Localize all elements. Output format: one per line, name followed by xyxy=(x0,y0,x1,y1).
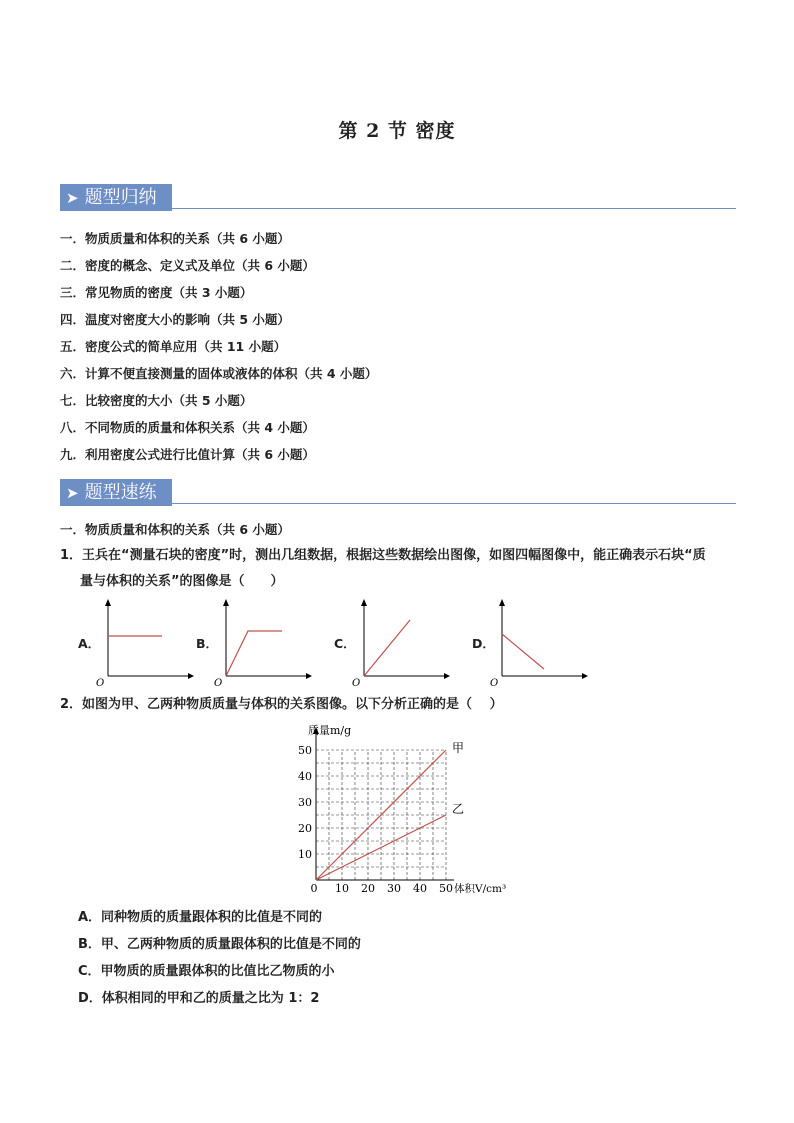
graph-proportional xyxy=(350,598,450,689)
toc-item-1: 一．物质质量和体积的关系（共 6 小题） xyxy=(60,231,290,246)
section-header-summary xyxy=(60,184,736,214)
y-tick-label: 20 xyxy=(298,822,312,835)
series-label-2: 乙 xyxy=(452,802,465,816)
choice-a[interactable]: A．同种物质的质量跟体积的比值是不同的 xyxy=(78,910,323,925)
option-d[interactable] xyxy=(472,598,592,689)
y-tick-label: 30 xyxy=(298,796,312,809)
y-tick-label: 40 xyxy=(298,770,312,783)
x-axis-label: 体积V/cm³ xyxy=(454,883,507,895)
question-1-options xyxy=(78,598,598,689)
question-2-stem: 2．如图为甲、乙两种物质质量与体积的关系图像。以下分析正确的是（ ） xyxy=(60,697,503,712)
option-label: B． xyxy=(196,636,219,651)
toc-item-3: 三．常见物质的密度（共 3 小题） xyxy=(60,285,253,300)
toc-item-4: 四．温度对密度大小的影响（共 5 小题） xyxy=(60,312,290,327)
toc-item-9: 九．利用密度公式进行比值计算（共 6 小题） xyxy=(60,447,315,462)
x-tick-label: 30 xyxy=(387,882,401,895)
sub-heading: 一．物质质量和体积的关系（共 6 小题） xyxy=(60,522,290,537)
section-header-practice xyxy=(60,479,736,509)
y-tick-label: 10 xyxy=(298,848,312,861)
toc-item-5: 五．密度公式的简单应用（共 11 小题） xyxy=(60,339,287,354)
option-c[interactable] xyxy=(334,598,454,689)
divider xyxy=(172,208,736,209)
choice-b[interactable]: B．甲、乙两种物质的质量跟体积的比值是不同的 xyxy=(78,937,361,952)
toc-item-8: 八．不同物质的质量和体积关系（共 4 小题） xyxy=(60,420,315,435)
graph-decreasing xyxy=(488,598,588,689)
option-label: C． xyxy=(334,636,356,651)
origin-label: O xyxy=(490,678,499,689)
origin-label: O xyxy=(214,678,223,689)
x-tick-label: 50 xyxy=(439,882,453,895)
y-axis-label: 质量m/g xyxy=(308,724,352,737)
question-1-line2: 量与体积的关系”的图像是（ ） xyxy=(80,574,284,589)
option-a[interactable] xyxy=(78,598,198,689)
toc-item-2: 二．密度的概念、定义式及单位（共 6 小题） xyxy=(60,258,315,273)
x-tick-label: 20 xyxy=(361,882,375,895)
option-label: D． xyxy=(472,636,495,651)
option-b[interactable] xyxy=(196,598,316,689)
divider xyxy=(172,503,736,504)
choice-c[interactable]: C．甲物质的质量跟体积的比值比乙物质的小 xyxy=(78,964,335,979)
section-label: 题型归纳 xyxy=(84,187,157,208)
mass-volume-chart xyxy=(280,720,520,900)
arrow-right-icon: ➤ xyxy=(66,484,79,502)
question-1-line1: 1．王兵在“测量石块的密度”时，测出几组数据，根据这些数据绘出图像，如图四幅图像中，能正确表示石块“质 xyxy=(60,548,706,563)
origin-label: O xyxy=(96,678,105,689)
page-title: 第 2 节 密度 xyxy=(338,120,456,142)
x-tick-label: 10 xyxy=(335,882,349,895)
chart-svg xyxy=(280,720,520,900)
series-label-1: 甲 xyxy=(452,741,465,755)
toc-item-7: 七．比较密度的大小（共 5 小题） xyxy=(60,393,253,408)
choice-d[interactable]: D．体积相同的甲和乙的质量之比为 1：2 xyxy=(78,991,320,1006)
x-tick-label: 40 xyxy=(413,882,427,895)
toc-item-6: 六．计算不便直接测量的固体或液体的体积（共 4 小题） xyxy=(60,366,378,381)
y-tick-label: 50 xyxy=(298,744,312,757)
question-1 xyxy=(60,543,740,595)
origin-label: 0 xyxy=(310,882,318,895)
option-label: A． xyxy=(78,636,101,651)
graph-horizontal xyxy=(94,598,194,689)
graph-rise-then-flat xyxy=(212,598,312,689)
section-label: 题型速练 xyxy=(84,482,157,503)
origin-label: O xyxy=(352,678,361,689)
arrow-right-icon: ➤ xyxy=(66,189,79,207)
